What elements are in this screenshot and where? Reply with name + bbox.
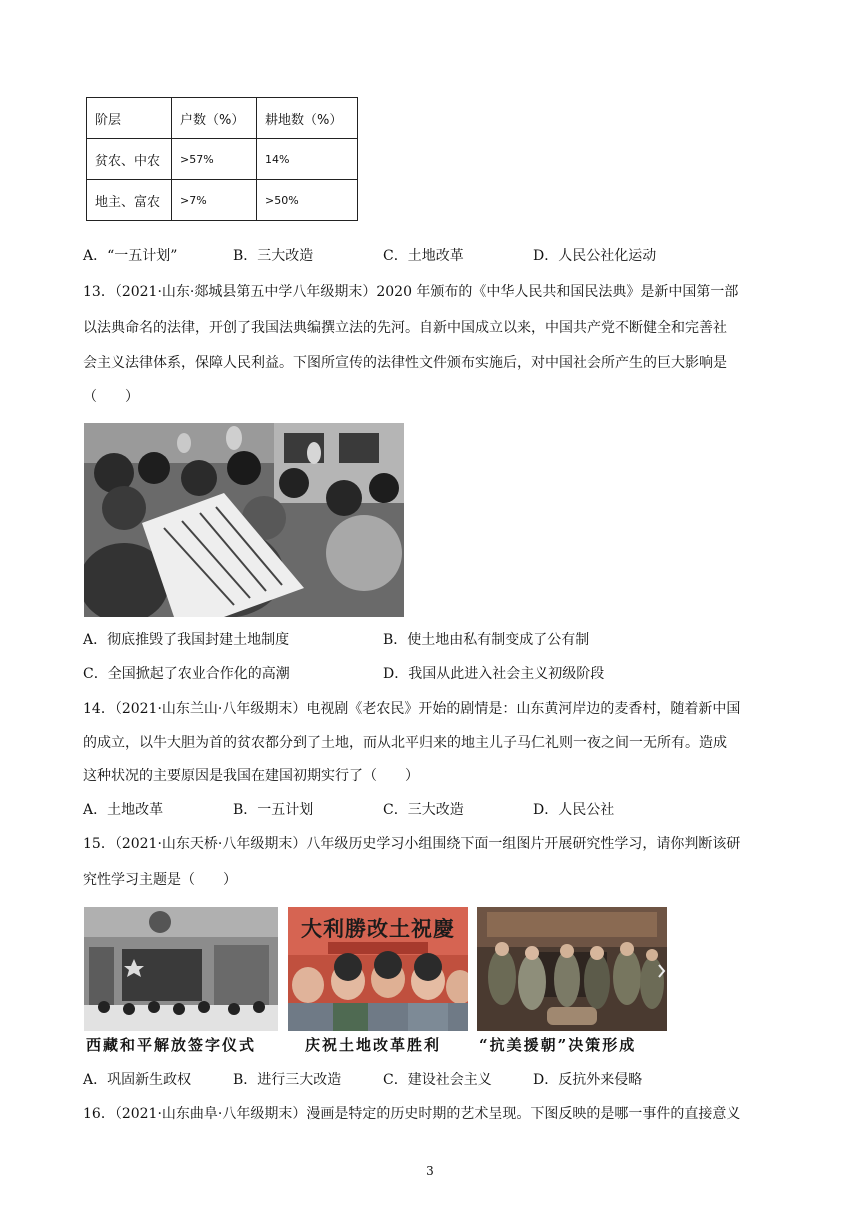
q14-option-b: B．一五计划 [233, 802, 314, 818]
q13-stem-line: 13．（2021·山东·郯城县第五中学八年级期末）2020 年颁布的《中华人民共和国民法典》是新中国第一部 [83, 284, 739, 300]
table-cell: >57% [172, 139, 257, 180]
q12-option-c: C．土地改革 [383, 248, 464, 264]
q14-stem-line: 这种状况的主要原因是我国在建国初期实行了（ ） [83, 768, 419, 784]
q14-stem-line: 的成立，以牛大胆为首的贫农都分到了土地，而从北平归来的地主儿子马仁礼则一夜之间一无所有。造成 [83, 735, 727, 751]
q15-option-d: D．反抗外来侵略 [533, 1072, 643, 1088]
resist-america-meeting-photo [477, 907, 667, 1031]
q13-option-a: A．彻底推毁了我国封建土地制度 [83, 632, 290, 648]
caption-land-reform: 庆祝土地改革胜利 [305, 1036, 442, 1054]
q15-option-c: C．建设社会主义 [383, 1072, 492, 1088]
celebration-banner-text: 大利勝改土祝慶 [301, 917, 455, 941]
table-header-cell: 耕地数（%） [257, 98, 358, 139]
q15-option-a: A．巩固新生政权 [83, 1072, 192, 1088]
q14-option-d: D．人民公社 [533, 802, 615, 818]
land-reform-celebration-photo [288, 907, 468, 1031]
table-cell: >7% [172, 180, 257, 221]
q13-stem-line: 会主义法律体系，保障人民利益。下图所宣传的法律性文件颁布实施后，对中国社会所产生的巨大影响是 [83, 355, 727, 371]
land-distribution-table [86, 97, 358, 221]
table-cell: 地主、富农 [87, 180, 172, 221]
table-cell: >50% [257, 180, 358, 221]
q12-option-b: B．三大改造 [233, 248, 314, 264]
page-number: 3 [426, 1164, 434, 1178]
q15-option-b: B．进行三大改造 [233, 1072, 342, 1088]
table-row [87, 180, 358, 221]
caption-tibet-signing: 西藏和平解放签字仪式 [86, 1036, 257, 1054]
q12-option-d: D．人民公社化运动 [533, 248, 657, 264]
table-header-cell: 阶层 [87, 98, 172, 139]
q15-stem-line: 究性学习主题是（ ） [83, 872, 237, 888]
q16-stem-line: 16．（2021·山东曲阜·八年级期末）漫画是特定的历史时期的艺术呈现。下图反映的是哪一事件的直接意义 [83, 1106, 741, 1122]
table-header-row [87, 98, 358, 139]
q12-option-a: A．“一五计划” [83, 248, 178, 264]
q14-option-a: A．土地改革 [83, 802, 164, 818]
q14-stem-line: 14．（2021·山东兰山·八年级期末）电视剧《老农民》开始的剧情是：山东黄河岸边的麦香村，随着新中国 [83, 701, 741, 717]
table-cell: 贫农、中农 [87, 139, 172, 180]
table-cell: 14% [257, 139, 358, 180]
q14-option-c: C．三大改造 [383, 802, 464, 818]
q13-option-d: D．我国从此进入社会主义初级阶段 [383, 666, 605, 682]
caption-resist-america: “抗美援朝”决策形成 [479, 1036, 637, 1054]
land-law-crowd-photo [84, 423, 404, 617]
table-row [87, 139, 358, 180]
q13-option-c: C．全国掀起了农业合作化的高潮 [83, 666, 290, 682]
q13-stem-line: 以法典命名的法律，开创了我国法典编撰立法的先河。自新中国成立以来，中国共产党不断健全和完善社 [83, 320, 727, 336]
table-header-cell: 户数（%） [172, 98, 257, 139]
q15-stem-line: 15．（2021·山东天桥·八年级期末）八年级历史学习小组围绕下面一组图片开展研究性学习，请你判断该研 [83, 836, 741, 852]
tibet-signing-photo [84, 907, 278, 1031]
q13-stem-line: （ ） [83, 389, 139, 405]
q13-option-b: B．使土地由私有制变成了公有制 [383, 632, 590, 648]
